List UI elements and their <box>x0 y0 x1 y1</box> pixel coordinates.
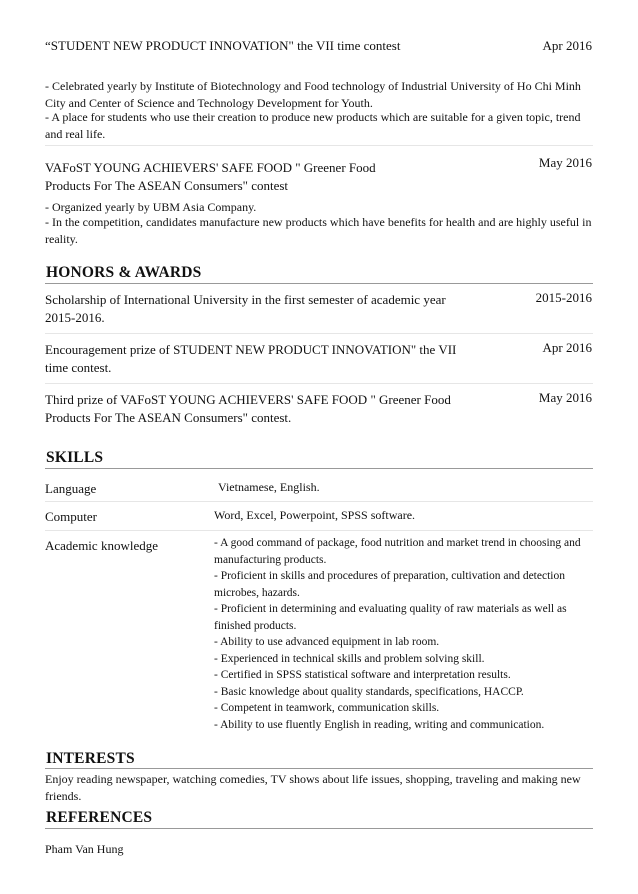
skill-line: - A good command of package, food nutrition and market trend in choosing and manufacturing products. <box>214 537 581 566</box>
activity-detail: - Celebrated yearly by Institute of Biotechnology and Food technology of Industrial University of Ho Chi Minh City and Center of Science and Technology Development for Youth. <box>45 79 581 110</box>
honor-item: Scholarship of International University in the first semester of academic year 2015-2016. <box>45 292 446 325</box>
skill-label: Academic knowledge <box>45 538 158 553</box>
skill-label: Computer <box>45 509 97 524</box>
activity-title: “STUDENT NEW PRODUCT INNOVATION" the VII time contest <box>45 38 401 53</box>
skill-label: Language <box>45 481 97 496</box>
activity-detail: - Organized yearly by UBM Asia Company. <box>45 200 257 214</box>
skill-line: - Competent in teamwork, communication skills. <box>214 702 440 714</box>
divider <box>45 501 593 502</box>
skill-line: - Proficient in determining and evaluating quality of raw materials as well as finished products. <box>214 603 567 632</box>
skill-academic-list <box>214 535 594 733</box>
honor-item: Third prize of VAFoST YOUNG ACHIEVERS' SAFE FOOD " Greener Food Products For The ASEAN Consumers" contest. <box>45 392 451 425</box>
skill-line: - Basic knowledge about quality standards, specifications, HACCP. <box>214 685 524 698</box>
reference-name: Pham Van Hung <box>45 842 124 856</box>
divider <box>45 383 593 384</box>
interests-text: Enjoy reading newspaper, watching comedies, TV shows about life issues, shopping, traveling and making new friends. <box>45 772 581 803</box>
section-heading-honors: HONORS & AWARDS <box>46 264 202 281</box>
activity-title: VAFoST YOUNG ACHIEVERS' SAFE FOOD " Greener Food Products For The ASEAN Consumers" contest <box>45 160 376 193</box>
honor-date: May 2016 <box>538 390 592 405</box>
honor-date: 2015-2016 <box>535 290 592 305</box>
skill-line: - Certified in SPSS statistical software and interpretation results. <box>214 669 511 681</box>
skill-line: - Ability to use fluently English in reading, writing and communication. <box>214 718 545 731</box>
honor-item: Encouragement prize of STUDENT NEW PRODUCT INNOVATION" the VII time contest. <box>45 342 457 375</box>
divider <box>45 145 593 146</box>
honor-date: Apr 2016 <box>542 340 592 355</box>
section-rule <box>45 283 593 284</box>
divider <box>45 333 593 334</box>
skill-line: - Ability to use advanced equipment in lab room. <box>214 636 440 648</box>
section-heading-skills: SKILLS <box>46 449 104 466</box>
activity-date: May 2016 <box>538 155 592 170</box>
divider <box>45 530 593 531</box>
skill-line: - Experienced in technical skills and problem solving skill. <box>214 652 485 665</box>
skill-line: - Proficient in skills and procedures of preparation, cultivation and detection microbes, hazards. <box>214 570 565 599</box>
section-rule <box>45 768 593 769</box>
section-heading-interests: INTERESTS <box>46 750 135 767</box>
section-rule <box>45 468 593 469</box>
activity-detail: - A place for students who use their creation to produce new products which are suitable for a given topic, trend and real life. <box>45 110 581 141</box>
section-heading-references: REFERENCES <box>46 809 153 826</box>
skill-value: Word, Excel, Powerpoint, SPSS software. <box>214 508 416 522</box>
activity-detail: - In the competition, candidates manufacture new products which have benefits for health and are highly useful in reality. <box>45 215 592 246</box>
section-rule <box>45 828 593 829</box>
activity-date: Apr 2016 <box>542 38 592 53</box>
skill-value: Vietnamese, English. <box>218 480 320 494</box>
